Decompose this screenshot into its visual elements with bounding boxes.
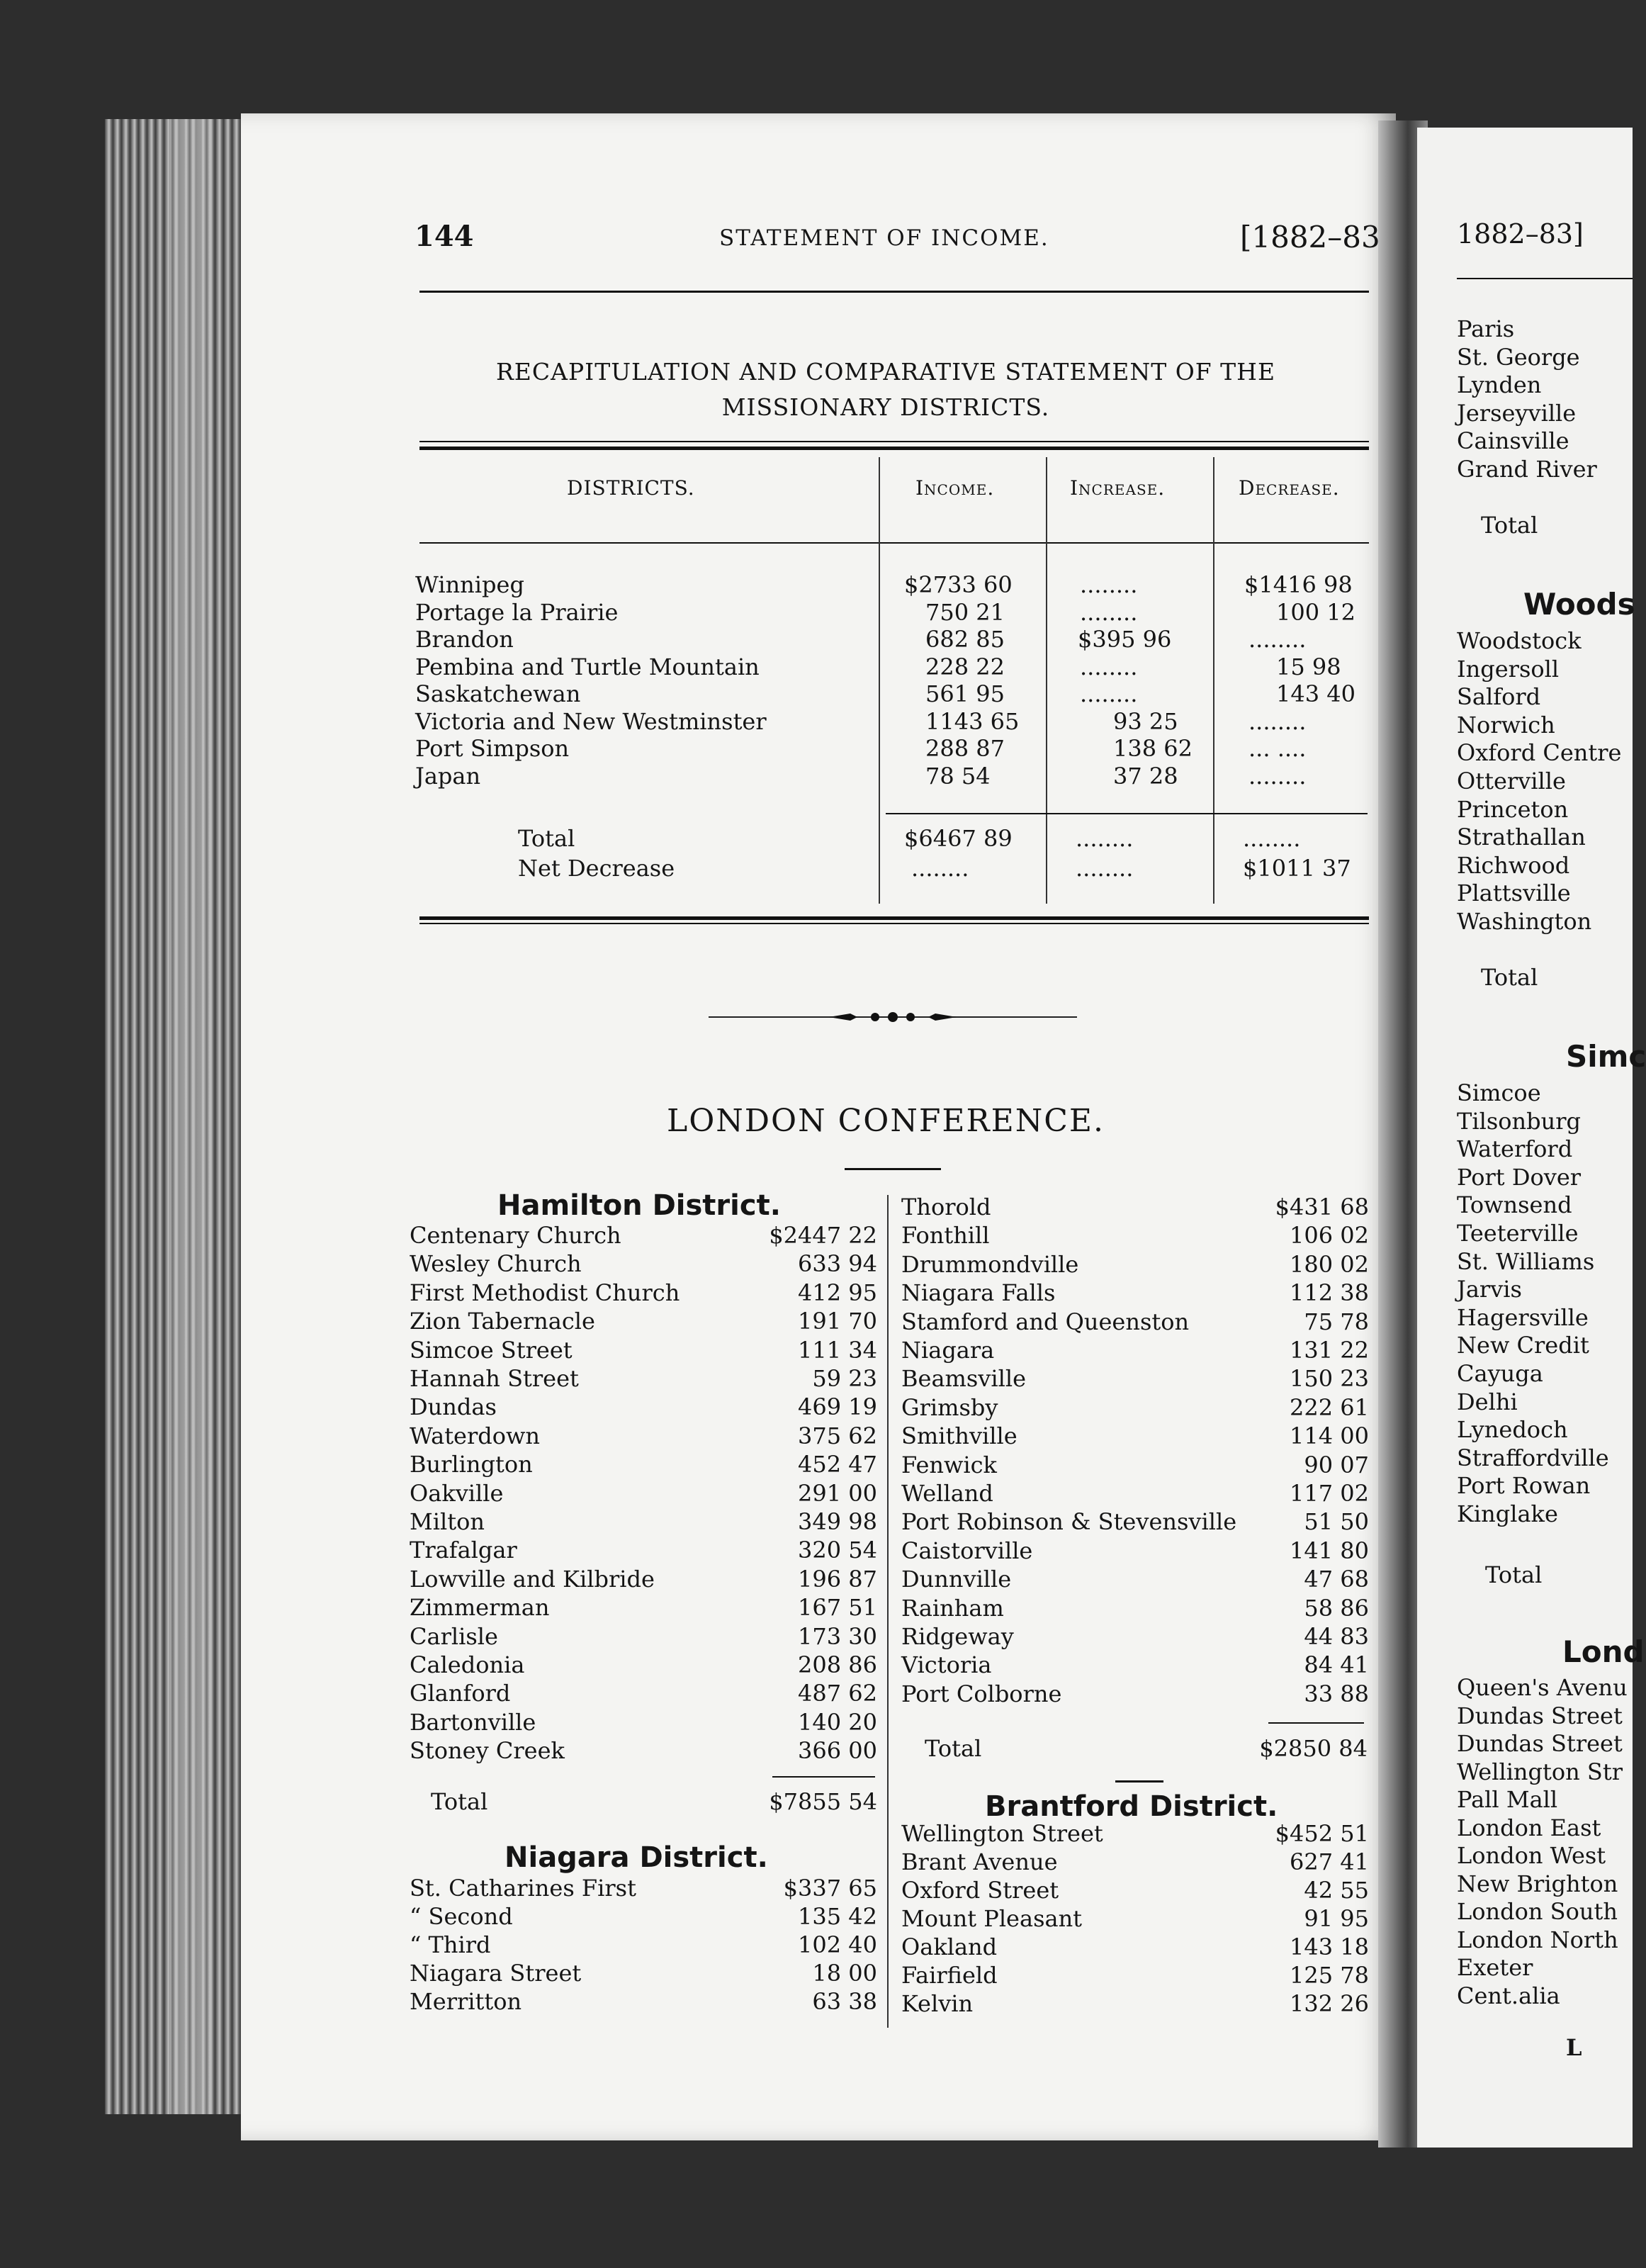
niagara-cont-name: Welland xyxy=(901,1480,993,1507)
recap-top-rule-1 xyxy=(419,441,1369,442)
hamilton-row xyxy=(410,1250,877,1279)
right-page-item: Dundas Street xyxy=(1457,1730,1623,1757)
niagara-value: 63 38 xyxy=(812,1988,877,2015)
niagara-value: 135 42 xyxy=(798,1903,877,1930)
hamilton-value: 412 95 xyxy=(798,1279,877,1306)
brantford-value: 132 26 xyxy=(1290,1990,1369,2017)
hamilton-value: 375 62 xyxy=(798,1422,877,1449)
recap-bottom-rule-1 xyxy=(419,916,1369,920)
brantford-row xyxy=(901,1990,1369,2019)
recap-net-income: ........ xyxy=(911,855,969,882)
niagara-cont-name: Fenwick xyxy=(901,1451,997,1478)
niagara-cont-row xyxy=(901,1279,1369,1308)
right-page-item: Cainsville xyxy=(1457,427,1569,454)
hamilton-name: Dundas xyxy=(410,1393,497,1421)
niagara-row xyxy=(410,1875,877,1903)
recap-row xyxy=(415,735,1365,762)
recap-increase: ........ xyxy=(1080,680,1138,707)
niagara-value: 18 00 xyxy=(812,1960,877,1987)
niagara-cont-row xyxy=(901,1394,1369,1422)
niagara-name: “ Third xyxy=(410,1931,491,1958)
niagara-cont-row xyxy=(901,1194,1369,1222)
hamilton-name: Centenary Church xyxy=(410,1222,621,1249)
right-page-item: Strathallan xyxy=(1457,824,1586,851)
niagara-cont-value: 117 02 xyxy=(1290,1480,1369,1507)
col-head-districts: DISTRICTS. xyxy=(567,476,695,500)
niagara-cont-row xyxy=(901,1537,1369,1566)
niagara-cont-value: 150 23 xyxy=(1290,1365,1369,1393)
niagara-cont-name: Rainham xyxy=(901,1594,1004,1622)
niagara-name: “ Second xyxy=(410,1903,513,1930)
hamilton-name: Oakville xyxy=(410,1479,504,1507)
niagara-cont-name: Niagara xyxy=(901,1337,995,1364)
hamilton-row xyxy=(410,1623,877,1651)
hamilton-name: Trafalgar xyxy=(410,1537,517,1564)
right-page-item: Pall Mall xyxy=(1457,1786,1558,1813)
hamilton-name: Waterdown xyxy=(410,1422,541,1449)
niagara-value: $337 65 xyxy=(783,1875,877,1902)
recap-row xyxy=(415,680,1365,707)
right-page-year: 1882–83] xyxy=(1457,218,1584,249)
recap-district-name: Port Simpson xyxy=(415,735,570,762)
recap-decrease: ........ xyxy=(1248,762,1307,790)
recap-head-rule xyxy=(419,542,1369,544)
niagara-cont-name: Caistorville xyxy=(901,1537,1033,1564)
niagara-cont-value: 114 00 xyxy=(1290,1422,1369,1450)
hamilton-row xyxy=(410,1537,877,1565)
right-page-item: Kinglake xyxy=(1457,1500,1558,1527)
recap-income: 1143 65 xyxy=(925,707,1020,735)
brantford-heading: Brantford District. xyxy=(985,1790,1278,1823)
recap-row xyxy=(415,708,1365,735)
niagara-cont-value: 44 83 xyxy=(1304,1623,1369,1650)
recap-total-row xyxy=(415,825,1365,852)
right-page-item: Simcoe xyxy=(1457,1079,1541,1106)
niagara-cont-value: 47 68 xyxy=(1304,1566,1369,1593)
hamilton-value: 469 19 xyxy=(798,1393,877,1421)
niagara-cont-value: 106 02 xyxy=(1290,1222,1369,1250)
recap-increase: 93 25 xyxy=(1113,707,1178,735)
niagara-value: 102 40 xyxy=(798,1931,877,1958)
brantford-value: 125 78 xyxy=(1290,1962,1369,1989)
brantford-value: 42 55 xyxy=(1304,1877,1369,1904)
niagara-cont-value: 131 22 xyxy=(1290,1337,1369,1364)
recap-row xyxy=(415,571,1365,598)
hamilton-value: 191 70 xyxy=(798,1308,877,1335)
niagara-name: Niagara Street xyxy=(410,1960,582,1987)
hamilton-total-row xyxy=(410,1788,877,1817)
right-page-item: Ingersoll xyxy=(1457,655,1560,683)
right-page-item: New Brighton xyxy=(1457,1870,1618,1897)
hamilton-row xyxy=(410,1337,877,1365)
hamilton-row xyxy=(410,1680,877,1708)
niagara-total-rule xyxy=(1268,1722,1364,1724)
brantford-row xyxy=(901,1933,1369,1962)
hamilton-name: Stoney Creek xyxy=(410,1737,565,1765)
brantford-value: 143 18 xyxy=(1290,1933,1369,1960)
right-page-item: Dundas Street xyxy=(1457,1702,1623,1729)
right-page-item: Wellington Str xyxy=(1457,1758,1623,1785)
niagara-cont-row xyxy=(901,1680,1369,1709)
niagara-cont-value: 75 78 xyxy=(1304,1308,1369,1335)
brantford-row xyxy=(901,1848,1369,1877)
hamilton-value: 452 47 xyxy=(798,1451,877,1478)
brantford-name: Fairfield xyxy=(901,1962,998,1989)
brantford-row xyxy=(901,1820,1369,1848)
recap-district-name: Portage la Prairie xyxy=(415,598,619,626)
hamilton-row xyxy=(410,1422,877,1451)
hamilton-value: 196 87 xyxy=(798,1565,877,1593)
recap-income: 228 22 xyxy=(925,653,1005,680)
hamilton-heading: Hamilton District. xyxy=(497,1189,781,1222)
niagara-cont-row xyxy=(901,1422,1369,1451)
niagara-cont-value: $431 68 xyxy=(1275,1194,1369,1220)
recap-net-row xyxy=(415,855,1365,882)
right-page-item: Exeter xyxy=(1457,1954,1533,1981)
recap-district-name: Japan xyxy=(415,762,481,790)
recap-income: 288 87 xyxy=(925,735,1005,762)
hamilton-name: Bartonville xyxy=(410,1708,536,1736)
niagara-row xyxy=(410,1988,877,2016)
recap-income: $2733 60 xyxy=(904,571,1013,598)
hamilton-value: 111 34 xyxy=(798,1336,877,1364)
recap-increase: $395 96 xyxy=(1078,626,1172,653)
recap-decrease: ........ xyxy=(1248,626,1307,653)
niagara-cont-row xyxy=(901,1595,1369,1623)
right-heading-london: Lond xyxy=(1562,1634,1645,1669)
niagara-cont-name: Niagara Falls xyxy=(901,1279,1056,1307)
hamilton-value: 487 62 xyxy=(798,1680,877,1707)
right-page-item: Queen's Avenu xyxy=(1457,1674,1628,1701)
right-page-item: St. George xyxy=(1457,343,1580,371)
brantford-name: Oakland xyxy=(901,1933,998,1960)
hamilton-value: 167 51 xyxy=(798,1594,877,1622)
hamilton-row xyxy=(410,1508,877,1537)
niagara-cont-value: 90 07 xyxy=(1304,1451,1369,1478)
right-page-item: Richwood xyxy=(1457,851,1570,879)
right-page-item: Lynedoch xyxy=(1457,1416,1568,1444)
book-page-edges-highlight xyxy=(170,119,213,2114)
ornament-divider xyxy=(709,1009,1077,1025)
right-page-item: Princeton xyxy=(1457,795,1569,823)
right-total-1: Total xyxy=(1481,512,1538,539)
recap-income: 561 95 xyxy=(925,680,1005,707)
hamilton-name: Lowville and Kilbride xyxy=(410,1565,655,1593)
niagara-row xyxy=(410,1960,877,1988)
right-page-item: London South xyxy=(1457,1898,1618,1925)
brantford-row xyxy=(901,1962,1369,1990)
niagara-cont-value: 180 02 xyxy=(1290,1250,1369,1278)
brantford-name: Mount Pleasant xyxy=(901,1905,1083,1932)
brantford-name: Wellington Street xyxy=(901,1820,1103,1847)
hamilton-value: 140 20 xyxy=(798,1708,877,1736)
col-head-increase: Increase. xyxy=(1070,476,1166,500)
hamilton-value: 349 98 xyxy=(798,1508,877,1535)
right-page-item: Port Dover xyxy=(1457,1163,1582,1191)
niagara-cont-name: Grimsby xyxy=(901,1393,998,1421)
recap-decrease: $1416 98 xyxy=(1244,571,1353,598)
niagara-cont-row xyxy=(901,1508,1369,1537)
recap-row xyxy=(415,626,1365,653)
right-page-footer: L xyxy=(1566,2034,1582,2061)
right-page-item: Hagersville xyxy=(1457,1303,1589,1331)
brantford-value: $452 51 xyxy=(1275,1820,1369,1847)
brantford-name: Oxford Street xyxy=(901,1877,1059,1904)
hamilton-row xyxy=(410,1393,877,1422)
hamilton-name: Hannah Street xyxy=(410,1365,579,1392)
recap-title xyxy=(411,354,1360,425)
hamilton-name: Carlisle xyxy=(410,1622,498,1650)
right-page-item: Woodstock xyxy=(1457,627,1582,654)
niagara-cont-name: Fonthill xyxy=(901,1222,990,1250)
right-page-item: Port Rowan xyxy=(1457,1472,1591,1500)
recap-decrease: ... .... xyxy=(1248,735,1307,762)
hamilton-row xyxy=(410,1308,877,1336)
hamilton-value: 59 23 xyxy=(812,1365,877,1392)
niagara-cont-row xyxy=(901,1480,1369,1508)
right-page-item: London West xyxy=(1457,1842,1606,1869)
col-head-decrease: Decrease. xyxy=(1239,476,1340,500)
brantford-name: Brant Avenue xyxy=(901,1848,1058,1875)
recap-district-name: Brandon xyxy=(415,626,514,653)
right-page-item: Cent.alia xyxy=(1457,1982,1560,2009)
recap-bottom-rule-2 xyxy=(419,923,1369,924)
hamilton-row xyxy=(410,1651,877,1680)
right-heading-woods: Woods xyxy=(1523,587,1635,622)
niagara-row xyxy=(410,1903,877,1931)
niagara-cont-row xyxy=(901,1452,1369,1480)
recap-total-decrease: ........ xyxy=(1243,825,1301,852)
niagara-cont-name: Dunnville xyxy=(901,1566,1012,1593)
brantford-value: 627 41 xyxy=(1290,1848,1369,1875)
niagara-cont-value: 141 80 xyxy=(1290,1537,1369,1564)
niagara-cont-row xyxy=(901,1651,1369,1680)
conference-rule xyxy=(845,1168,941,1170)
recap-total-increase: ........ xyxy=(1076,825,1134,852)
hamilton-name: Zimmerman xyxy=(410,1594,550,1622)
hamilton-name: Zion Tabernacle xyxy=(410,1308,595,1335)
recap-decrease: 100 12 xyxy=(1276,598,1355,626)
hamilton-total-rule xyxy=(772,1776,875,1778)
hamilton-row xyxy=(410,1709,877,1737)
recap-increase: ........ xyxy=(1080,598,1138,626)
recap-district-name: Victoria and New Westminster xyxy=(415,707,767,735)
recap-row xyxy=(415,599,1365,626)
right-page-item: Washington xyxy=(1457,908,1592,935)
recap-district-name: Saskatchewan xyxy=(415,680,581,707)
niagara-cont-row xyxy=(901,1308,1369,1337)
hamilton-value: 291 00 xyxy=(798,1479,877,1507)
right-page-item: Waterford xyxy=(1457,1135,1573,1163)
recap-net-decrease: $1011 37 xyxy=(1243,855,1351,882)
right-page-item: Plattsville xyxy=(1457,880,1571,907)
page-year: [1882–83 xyxy=(1240,220,1380,254)
niagara-cont-row xyxy=(901,1566,1369,1594)
brantford-row xyxy=(901,1877,1369,1905)
hamilton-name: Wesley Church xyxy=(410,1250,582,1278)
hamilton-value: 366 00 xyxy=(798,1737,877,1765)
right-page-item: London East xyxy=(1457,1814,1601,1841)
right-total-2: Total xyxy=(1481,964,1538,991)
hamilton-value: $2447 22 xyxy=(769,1222,877,1249)
right-page-item: Oxford Centre xyxy=(1457,739,1622,767)
hamilton-row xyxy=(410,1279,877,1308)
recap-increase: ........ xyxy=(1080,653,1138,680)
hamilton-name: Milton xyxy=(410,1508,485,1535)
recap-total-income: $6467 89 xyxy=(904,825,1013,852)
recap-top-rule-2 xyxy=(419,447,1369,450)
recap-increase: ........ xyxy=(1080,571,1138,598)
hamilton-row xyxy=(410,1451,877,1479)
niagara-cont-name: Drummondville xyxy=(901,1250,1079,1278)
recap-income: 78 54 xyxy=(925,762,991,790)
niagara-total-value: $2850 84 xyxy=(1259,1735,1368,1762)
hamilton-row xyxy=(410,1222,877,1250)
hamilton-name: Burlington xyxy=(410,1451,533,1478)
recap-title-line2: MISSIONARY DISTRICTS. xyxy=(721,393,1050,421)
hamilton-name: Caledonia xyxy=(410,1651,525,1678)
hamilton-row xyxy=(410,1480,877,1508)
running-title: STATEMENT OF INCOME. xyxy=(719,225,1049,251)
hamilton-total-label: Total xyxy=(431,1788,488,1815)
niagara-total-label: Total xyxy=(925,1735,982,1762)
brantford-rule xyxy=(1115,1780,1163,1783)
niagara-cont-name: Victoria xyxy=(901,1651,992,1679)
hamilton-row xyxy=(410,1594,877,1622)
hamilton-name: Glanford xyxy=(410,1680,511,1707)
niagara-cont-value: 84 41 xyxy=(1304,1651,1369,1679)
recap-decrease: 143 40 xyxy=(1276,680,1355,707)
brantford-row xyxy=(901,1905,1369,1933)
hamilton-total-value: $7855 54 xyxy=(769,1788,877,1815)
hamilton-value: 208 86 xyxy=(798,1651,877,1678)
right-page-item: Delhi xyxy=(1457,1388,1518,1415)
niagara-total-row xyxy=(900,1735,1368,1763)
recap-income: 682 85 xyxy=(925,626,1005,653)
recap-net-increase: ........ xyxy=(1076,855,1134,882)
hamilton-value: 633 94 xyxy=(798,1250,877,1278)
niagara-cont-name: Port Robinson & Stevensville xyxy=(901,1508,1237,1536)
niagara-cont-name: Beamsville xyxy=(901,1365,1027,1393)
right-page-item: New Credit xyxy=(1457,1332,1589,1359)
niagara-cont-name: Smithville xyxy=(901,1422,1018,1450)
niagara-cont-row xyxy=(901,1251,1369,1279)
recap-row xyxy=(415,763,1365,790)
right-page-item: Otterville xyxy=(1457,768,1566,795)
niagara-cont-row xyxy=(901,1623,1369,1651)
niagara-cont-row xyxy=(901,1337,1369,1365)
page-number: 144 xyxy=(415,220,474,253)
hamilton-row xyxy=(410,1365,877,1393)
recap-net-label: Net Decrease xyxy=(518,855,675,882)
right-page-item: Jarvis xyxy=(1457,1276,1522,1303)
recap-total-label: Total xyxy=(518,825,575,852)
right-page-item: St. Williams xyxy=(1457,1247,1595,1275)
right-page-item: Teeterville xyxy=(1457,1220,1579,1247)
right-heading-simcoe: Simc xyxy=(1566,1039,1646,1074)
niagara-cont-value: 222 61 xyxy=(1290,1393,1369,1421)
niagara-cont-value: 112 38 xyxy=(1290,1279,1369,1307)
right-page-item: Norwich xyxy=(1457,711,1555,739)
right-page-item: Tilsonburg xyxy=(1457,1107,1581,1135)
columns-divider xyxy=(887,1195,889,2028)
right-total-3: Total xyxy=(1485,1561,1543,1588)
hamilton-name: Simcoe Street xyxy=(410,1336,573,1364)
brantford-value: 91 95 xyxy=(1304,1905,1369,1932)
conference-title: LONDON CONFERENCE. xyxy=(666,1103,1105,1139)
niagara-cont-name: Port Colborne xyxy=(901,1680,1062,1707)
right-header-rule xyxy=(1457,278,1633,279)
right-page-item: Lynden xyxy=(1457,371,1542,398)
brantford-name: Kelvin xyxy=(901,1990,974,2017)
right-page-item: Straffordville xyxy=(1457,1444,1609,1471)
hamilton-name: First Methodist Church xyxy=(410,1279,680,1306)
niagara-name: St. Catharines First xyxy=(410,1875,636,1902)
right-page-item: Grand River xyxy=(1457,455,1597,483)
hamilton-row xyxy=(410,1737,877,1765)
niagara-cont-value: 58 86 xyxy=(1304,1594,1369,1622)
right-page-item: Cayuga xyxy=(1457,1360,1543,1387)
col-head-income: Income. xyxy=(915,476,995,500)
niagara-cont-value: 51 50 xyxy=(1304,1508,1369,1536)
recap-district-name: Winnipeg xyxy=(415,571,524,598)
niagara-cont-row xyxy=(901,1222,1369,1250)
niagara-row xyxy=(410,1931,877,1960)
header-rule xyxy=(419,291,1369,293)
niagara-cont-name: Thorold xyxy=(901,1194,991,1220)
recap-income: 750 21 xyxy=(925,598,1005,626)
right-page-item: Townsend xyxy=(1457,1191,1572,1219)
recap-total-rule xyxy=(886,813,1368,814)
right-page-item: Paris xyxy=(1457,315,1515,342)
hamilton-value: 173 30 xyxy=(798,1622,877,1650)
niagara-cont-row xyxy=(901,1365,1369,1393)
hamilton-row xyxy=(410,1566,877,1594)
recap-row xyxy=(415,653,1365,680)
right-page-item: Salford xyxy=(1457,683,1541,711)
niagara-cont-name: Stamford and Queenston xyxy=(901,1308,1190,1335)
recap-district-name: Pembina and Turtle Mountain xyxy=(415,653,760,680)
niagara-cont-value: 33 88 xyxy=(1304,1680,1369,1707)
niagara-heading: Niagara District. xyxy=(504,1841,768,1874)
recap-increase: 138 62 xyxy=(1113,735,1193,762)
niagara-name: Merritton xyxy=(410,1988,522,2015)
recap-decrease: 15 98 xyxy=(1276,653,1341,680)
recap-decrease: ........ xyxy=(1248,707,1307,735)
hamilton-value: 320 54 xyxy=(798,1537,877,1564)
right-page-item: Jerseyville xyxy=(1457,399,1577,427)
recap-increase: 37 28 xyxy=(1113,762,1178,790)
niagara-cont-name: Ridgeway xyxy=(901,1623,1014,1650)
right-page-item: London North xyxy=(1457,1926,1618,1953)
recap-title-line1: RECAPITULATION AND COMPARATIVE STATEMENT OF THE xyxy=(495,358,1276,386)
